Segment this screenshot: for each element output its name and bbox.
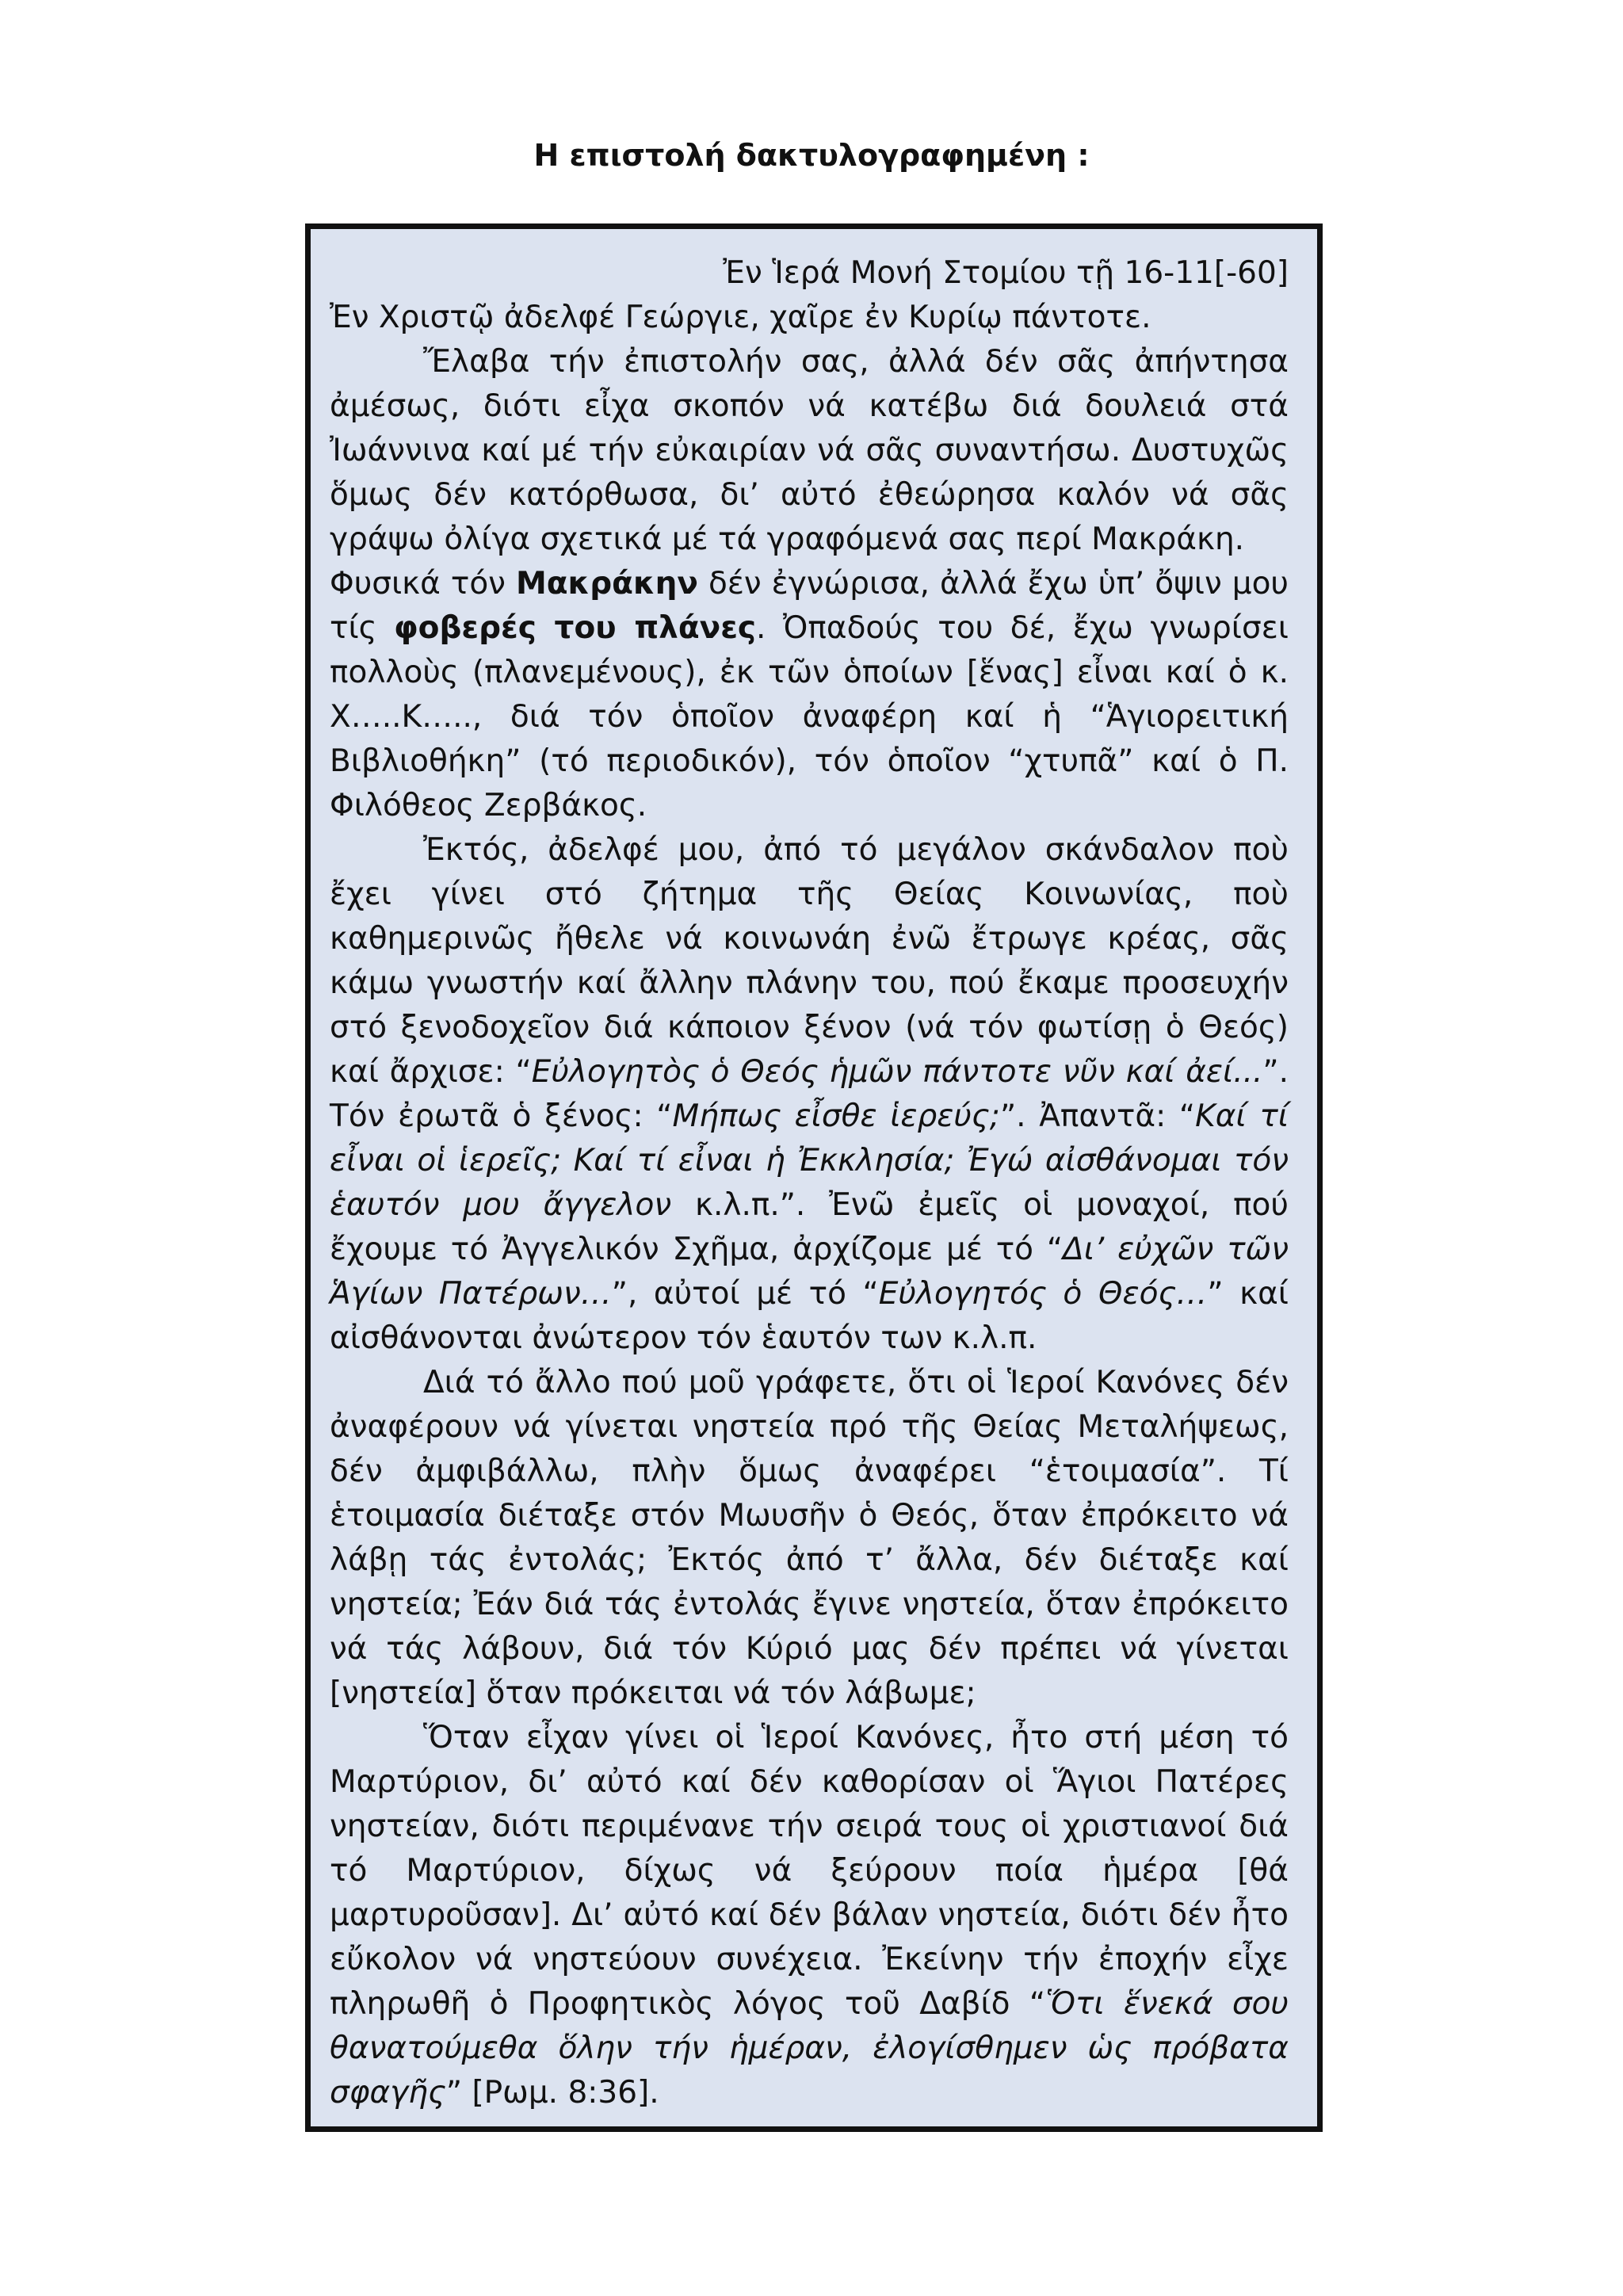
p2-text-a: Φυσικά τόν (330, 566, 516, 602)
p3-quote-4: Δι’ εὐχῶν τῶν Ἁγίων Πατέρων… (330, 1232, 1289, 1312)
p2-text-e: . Ὀπαδούς του δέ, ἔχω γνωρίσει πολλοὺς (πλανεμένους), ἐκ τῶν ὁποίων [ἕνας] εἶναι καί ὁ κ. Χ…..Κ….., διά τόν ὁποῖον ἀναφέρη καί ἡ “Ἁγιορειτική Βιβλιοθήκη” (τό περιοδικόν), τόν ὁποῖον “χτυπᾶ” καί ὁ Π. Φιλόθεος Ζερβάκος. (330, 610, 1289, 823)
p3-text-e: ”. Ἀπαντᾶ: “ (999, 1098, 1196, 1134)
p5-quote: Ὅτι ἕνεκά σου θανατούμεθα ὅλην τήν ἡμέραν, ἐλογίσθημεν ὡς πρόβατα σφαγῆς (330, 1986, 1289, 2111)
p2-text-c: δέν ἐγνώρισα, ἀλλά ἔχω ὑπ’ ὄψιν μου τίς (330, 566, 1289, 646)
paragraph-2 (330, 562, 1289, 828)
p2-bold-makrakis: Μακράκην (515, 566, 698, 602)
p3-quote-1: Εὐλογητὸς ὁ Θεός ἡμῶν πάντοτε νῦν καί ἀεί... (531, 1054, 1263, 1090)
p3-text-k: ” καί αἰσθάνονται ἀνώτερον τόν ἑαυτόν των κ.λ.π. (330, 1276, 1289, 1356)
paragraph-5 (330, 1716, 1289, 2115)
p3-text-g: κ.λ.π.”. Ἐνῶ ἐμεῖς οἱ μοναχοί, πού ἔχουμε τό Ἀγγελικόν Σχῆμα, ἀρχίζομε μέ τό “ (330, 1187, 1289, 1267)
letter-box (305, 223, 1323, 2132)
p3-text-c: ”. Τόν ἐρωτᾶ ὁ ξένος: “ (330, 1054, 1289, 1134)
paragraph-4: Διά τό ἄλλο πού μοῦ γράφετε, ὅτι οἱ Ἱεροί Κανόνες δέν ἀναφέρουν νά γίνεται νηστεία πρό τῆς Θείας Μεταλήψεως, δέν ἀμφιβάλλω, πλὴν ὅμως ἀναφέρει “ἑτοιμασία”. Τί ἑτοιμασία διέταξε στόν Μωυσῆν ὁ Θεός, ὅταν ἐπρόκειτο νά λάβῃ τάς ἐντολάς; Ἐκτός ἀπό τ’ ἄλλα, δέν διέταξε καί νηστεία; Ἐάν διά τάς ἐντολάς ἔγινε νηστεία, ὅταν ἐπρόκειτο νά τάς λάβουν, διά τόν Κύριό μας δέν πρέπει νά γίνεται [νηστεία] ὅταν πρόκειται νά τόν λάβωμε; (330, 1365, 1289, 1711)
p3-text-i: ”, αὐτοί μέ τό “ (611, 1276, 879, 1312)
p3-quote-5: Εὐλογητός ὁ Θεός… (878, 1276, 1208, 1312)
p3-quote-2: Μήπως εἶσθε ἱερεύς; (672, 1098, 1000, 1134)
p5-text-c: ” [Ρωμ. 8:36]. (445, 2075, 659, 2111)
letter-salutation: Ἐν Χριστῷ ἀδελφέ Γεώργιε, χαῖρε ἐν Κυρίῳ πάντοτε. (330, 300, 1151, 335)
p5-text-a: Ὅταν εἶχαν γίνει οἱ Ἱεροί Κανόνες, ἦτο στή μέση τό Μαρτύριον, δι’ αὐτό καί δέν καθορίσαν οἱ Ἅγιοι Πατέρες νηστείαν, διότι περιμένανε τήν σειρά τους οἱ χριστιανοί διά τό Μαρτύριον, δίχως νά ξεύρουν ποία ἡμέρα [θά μαρτυροῦσαν]. Δι’ αὐτό καί δέν βάλαν νηστεία, διότι δέν ἦτο εὔκολον νά νηστεύουν συνέχεια. Ἐκείνην τήν ἐποχήν εἶχε πληρωθῆ ὁ Προφητικὸς λόγος τοῦ Δαβίδ “ (330, 1720, 1289, 2022)
paragraph-3 (330, 828, 1289, 1361)
letter-dateline: Ἐν Ἱερά Μονή Στομίου τῇ 16-11[-60] (723, 255, 1289, 291)
letter-text (330, 251, 1289, 2115)
paragraph-1: Ἔλαβα τήν ἐπιστολήν σας, ἀλλά δέν σᾶς ἀπήντησα ἀμέσως, διότι εἶχα σκοπόν νά κατέβω διά δουλειά στά Ἰωάννινα καί μέ τήν εὐκαιρίαν νά σᾶς συναντήσω. Δυστυχῶς ὅμως δέν κατόρθωσα, δι’ αὐτό ἐθεώρησα καλόν νά σᾶς γράψω ὀλίγα σχετικά μέ τά γραφόμενά σας περί Μακράκη. (330, 344, 1289, 557)
p2-bold-plani: φοβερές του πλάνες (394, 610, 757, 646)
page-title: Η επιστολή δακτυλογραφημένη : (533, 138, 1090, 173)
p3-quote-3: Καί τί εἶναι οἱ ἱερεῖς; Καί τί εἶναι ἡ Ἐκκλησία; Ἐγώ αἰσθάνομαι τόν ἑαυτόν μου ἄγγελον (330, 1098, 1289, 1223)
p3-text-a: Ἐκτός, ἀδελφέ μου, ἀπό τό μεγάλον σκάνδαλον ποὺ ἔχει γίνει στό ζήτημα τῆς Θείας Κοινωνίας, ποὺ καθημερινῶς ἤθελε νά κοινωνάη ἐνῶ ἔτρωγε κρέας, σᾶς κάμω γνωστήν καί ἄλλην πλάνην του, πού ἔκαμε προσευχήν στό ξενοδοχεῖον διά κάποιον ξένον (νά τόν φωτίσῃ ὁ Θεός) καί ἄρχισε: “ (330, 832, 1289, 1090)
